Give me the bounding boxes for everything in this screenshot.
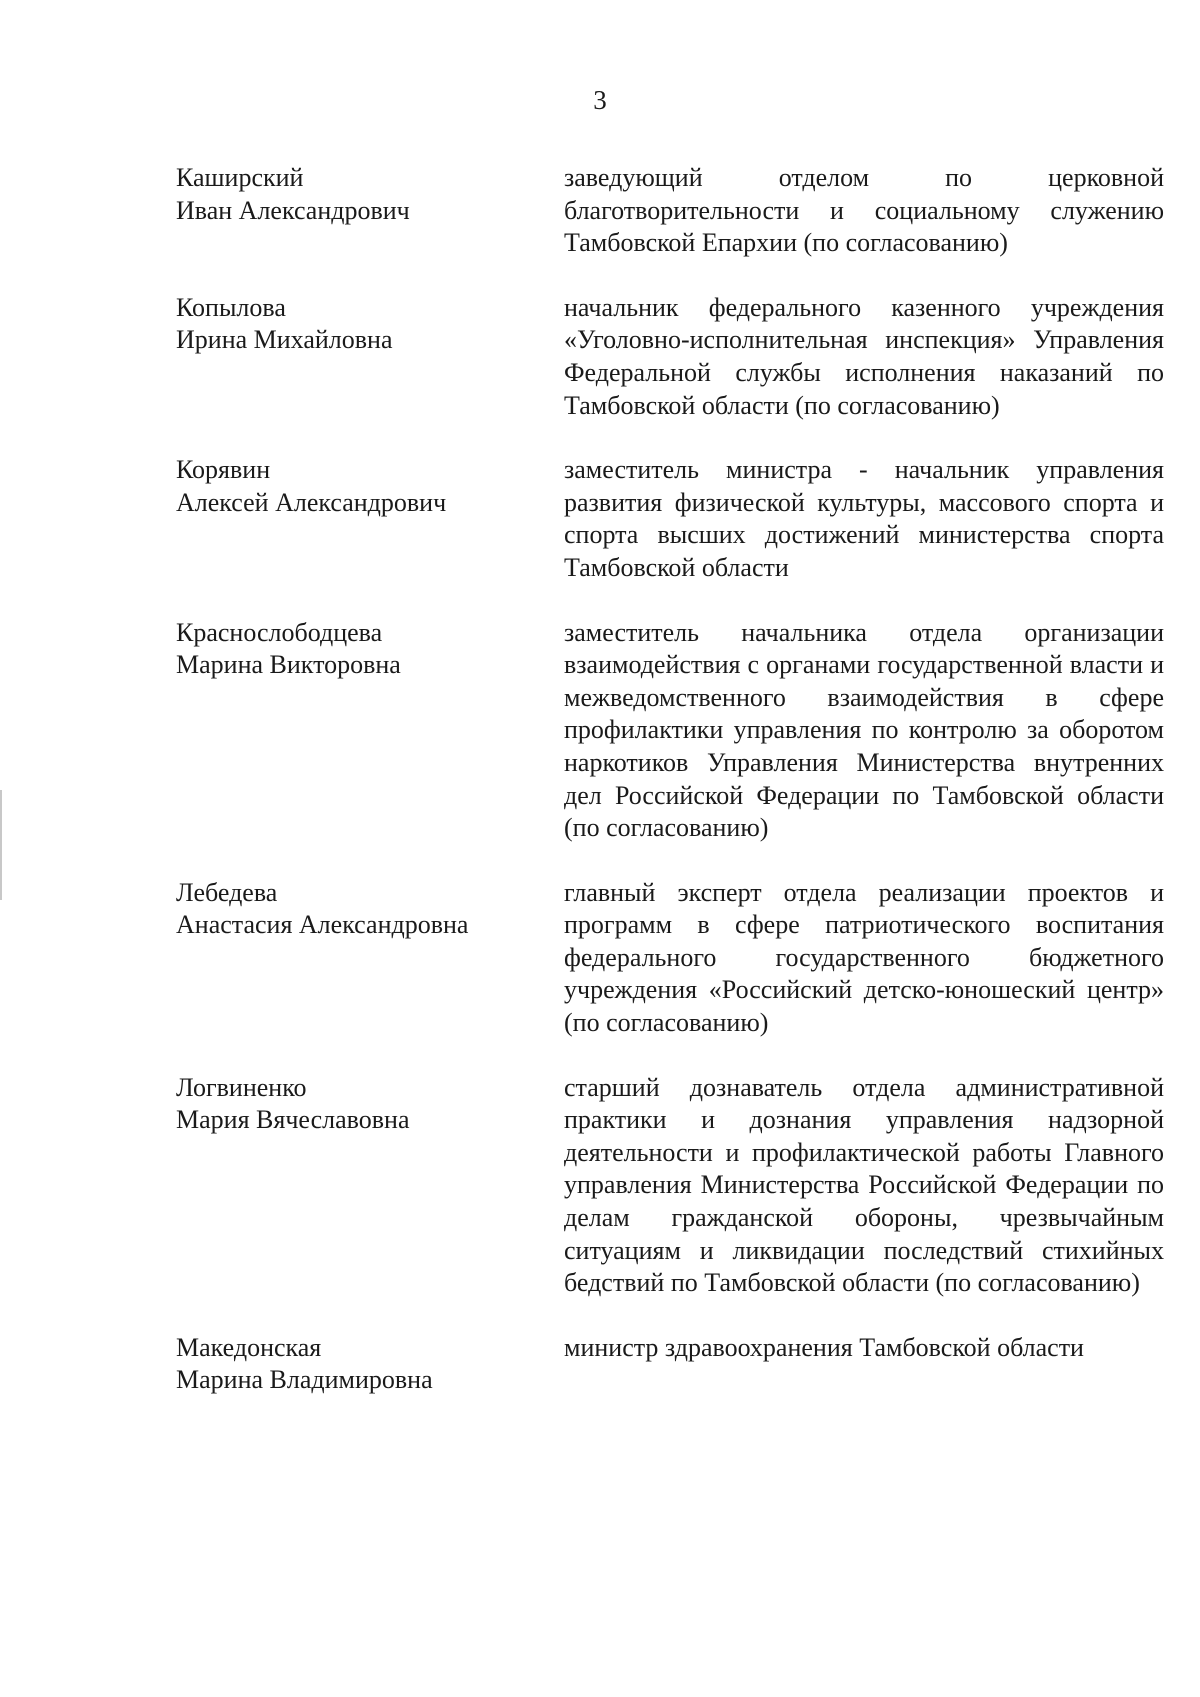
member-surname: Корявин [176,455,271,485]
member-name [176,877,564,942]
member-surname: Копылова [176,292,286,322]
member-name [176,617,564,682]
scan-edge-mark [0,790,2,900]
member-row [176,877,1164,1040]
member-name [176,162,564,227]
member-position: заместитель министра - начальник управления развития физической культуры, массового спорта и спорта высших достижений министерства спорта Тамбовской области [564,455,1164,582]
member-name [176,454,564,519]
member-row [176,292,1164,422]
member-given-names: Мария Вячеславовна [176,1105,410,1135]
member-row [176,1332,1164,1397]
member-position: министр здравоохранения Тамбовской области [564,1332,1084,1362]
member-position: старший дознаватель отдела административной практики и дознания управления надзорной деятельности и профилактической работы Главного управления Министерства Российской Федерации по делам гражданской обороны, чрезвычайным ситуациям и ликвидации последствий стихийных бедствий по Тамбовской области (по согласованию) [564,1072,1164,1298]
member-surname: Македонская [176,1332,322,1362]
member-position: главный эксперт отдела реализации проектов и программ в сфере патриотического воспитания федерального государственного бюджетного учреждения «Российский детско-юношеский центр» (по согласованию) [564,877,1164,1038]
member-given-names: Ирина Михайловна [176,325,393,355]
member-surname: Краснослободцева [176,617,383,647]
members-list [176,162,1164,1397]
member-surname: Лебедева [176,877,278,907]
member-name [176,1332,564,1397]
member-row [176,1072,1164,1300]
member-name [176,292,564,357]
member-surname: Каширский [176,163,304,192]
member-given-names: Марина Владимировна [176,1365,433,1395]
member-position: заведующий отделом по церковной благотворительности и социальному служению Тамбовской Епархии (по согласованию) [564,163,1164,258]
member-given-names: Марина Викторовна [176,650,401,680]
member-row [176,617,1164,845]
member-given-names: Алексей Александрович [176,487,447,517]
member-given-names: Иван Александрович [176,195,410,225]
member-given-names: Анастасия Александровна [176,910,469,940]
member-position: начальник федерального казенного учреждения «Уголовно-исполнительная инспекция» Управления Федеральной службы исполнения наказаний по Тамбовской области (по согласованию) [564,292,1164,420]
member-surname: Логвиненко [176,1072,307,1102]
member-position: заместитель начальника отдела организации взаимодействия с органами государственной власти и межведомственного взаимодействия в сфере профилактики управления по контролю за оборотом наркотиков Управления Министерства внутренних дел Российской Федерации по Тамбовской области (по согласованию) [564,617,1164,843]
member-row [176,454,1164,584]
member-name [176,1072,564,1137]
member-row [176,162,1164,260]
page-number: 3 [593,85,607,115]
